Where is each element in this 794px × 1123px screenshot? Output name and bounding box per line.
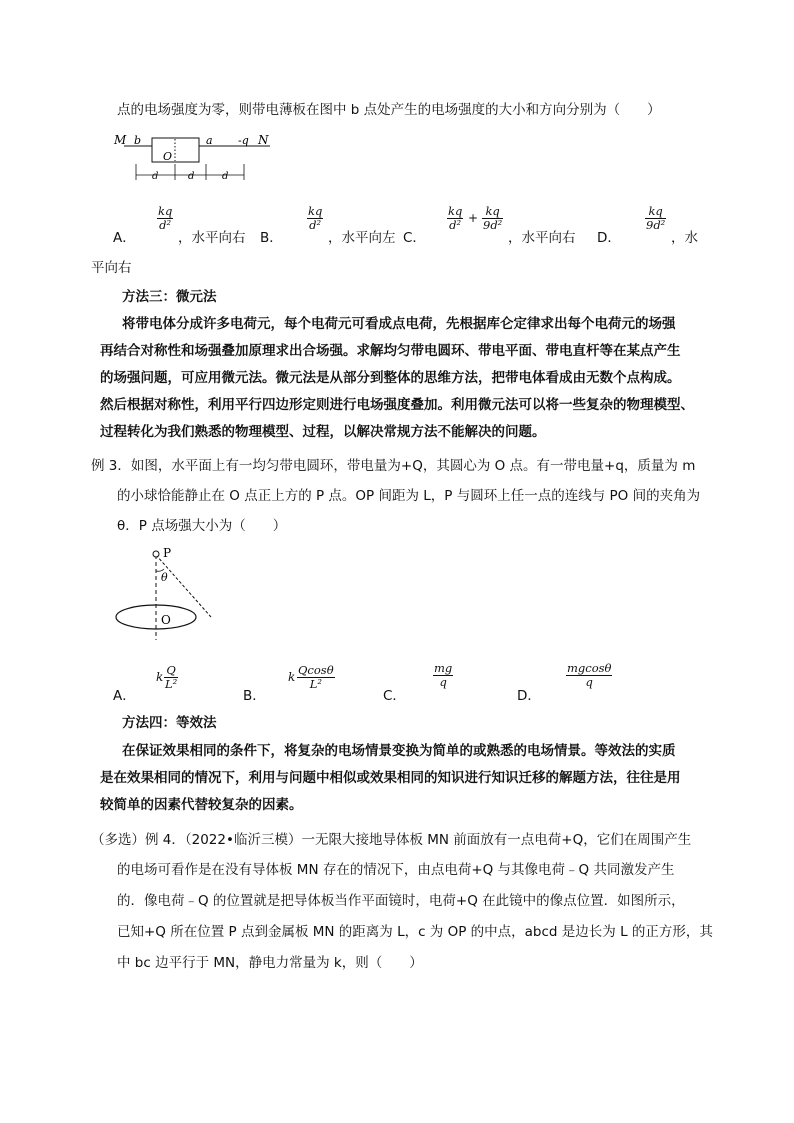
ex3-line-2: 的小球恰能静止在 O 点正上方的 P 点。OP 间距为 L，P 与圆环上任一点的连线与 PO 间的夹角为 <box>117 488 701 504</box>
label-O: O <box>161 613 171 627</box>
option-d-fraction: $\frac{mgcos\theta}{q}$ <box>567 661 612 689</box>
method3-title: 方法三：微元法 <box>122 289 217 305</box>
method4-line-1: 在保证效果相同的条件下，将复杂的电场情景变换为简单的或熟悉的电场情景。等效法的实质 <box>122 743 676 759</box>
option-a-fraction: $\frac{kq}{\text{d²}}$ <box>158 204 173 232</box>
option-c-plus: + <box>468 211 479 225</box>
label-P: P <box>163 546 172 560</box>
label-a: a <box>206 134 213 147</box>
label-neg-q: -q <box>238 134 249 147</box>
label-b: b <box>134 134 142 147</box>
method3-line-1: 将带电体分成许多电荷元，每个电荷元可看成点电荷，先根据库仑定律求出每个电荷元的场强 <box>122 316 676 332</box>
option-c-label[interactable]: C． <box>403 230 426 246</box>
option-c-fraction-1: $\frac{kq}{\text{d²}}$ <box>448 204 463 232</box>
dim-d-1: d <box>152 171 159 182</box>
option-a-text: ，水平向右 <box>178 230 246 246</box>
method3-line-3: 的场强问题，可应用微元法。微元法是从部分到整体的思维方法，把带电体看成由无数个点构成。 <box>100 370 681 386</box>
label-N: N <box>258 133 269 147</box>
option-a-label[interactable]: A． <box>113 688 136 704</box>
ex4-line-2: 的电场可看作是在没有导体板 MN 存在的情况下，由点电荷+Q 与其像电荷﹣Q 共同激发产生 <box>117 862 675 878</box>
ex2-stem-tail: 点的电场强度为零，则带电薄板在图中 b 点处产生的电场强度的大小和方向分别为（ ） <box>117 102 661 118</box>
option-c-fraction: $\frac{mg}{q}$ <box>434 661 453 689</box>
ball-p <box>153 551 159 557</box>
option-d-fraction: $\frac{kq}{\text{9d²}}$ <box>646 204 666 232</box>
option-d-text-wrap: 平向右 <box>91 260 132 276</box>
option-c-fraction-2: $\frac{kq}{\text{9d²}}$ <box>483 204 503 232</box>
option-d-text: ，水 <box>671 230 698 246</box>
label-theta: θ <box>161 571 168 584</box>
method3-line-4: 然后根据对称性，利用平行四边形定则进行电场强度叠加。利用微元法可以将一些复杂的物理模型、 <box>100 397 694 413</box>
label-O: O <box>163 150 173 163</box>
ex3-figure <box>115 545 235 645</box>
option-d-label[interactable]: D． <box>597 230 621 246</box>
option-a-fraction: $\frac{Q}{\text{L²}}$ <box>165 663 178 691</box>
ex3-line-1: 例 3．如图，水平面上有一均匀带电圆环，带电量为+Q，其圆心为 O 点。有一带电量+q，质量为 m <box>91 458 696 474</box>
method3-line-2: 再结合对称性和场强叠加原理求出合场强。求解均匀带电圆环、带电平面、带电直杆等在某点产生 <box>100 343 681 359</box>
ex4-line-1: （多选）例 4．（2022•临沂三模）一无限大接地导体板 MN 前面放有一点电荷+Q，它们在周围产生 <box>91 832 692 848</box>
ex4-line-5: 中 bc 边平行于 MN，静电力常量为 k，则（ ） <box>117 955 423 971</box>
option-b-label[interactable]: B． <box>243 688 266 704</box>
option-b-fraction: $\frac{kq}{\text{d²}}$ <box>308 204 323 232</box>
method4-title: 方法四：等效法 <box>122 715 217 731</box>
dim-d-3: d <box>222 171 229 182</box>
option-d-label[interactable]: D． <box>517 688 541 704</box>
option-a-k: k <box>156 670 164 684</box>
method3-line-5: 过程转化为我们熟悉的物理模型、过程，以解决常规方法不能解决的问题。 <box>100 424 546 440</box>
option-c-label[interactable]: C． <box>383 688 406 704</box>
label-M: M <box>114 133 127 147</box>
dim-d-2: d <box>188 171 195 182</box>
option-a-label[interactable]: A． <box>113 230 136 246</box>
ex4-line-4: 已知+Q 所在位置 P 点到金属板 MN 的距离为 L，c 为 OP 的中点，abcd 是边长为 L 的正方形，其 <box>117 924 713 940</box>
option-b-label[interactable]: B． <box>260 230 283 246</box>
ex2-figure <box>110 130 285 182</box>
option-b-fraction: $\frac{Qcos\theta}{\text{L²}}$ <box>298 663 334 691</box>
option-b-k: k <box>288 670 296 684</box>
option-c-text: ，水平向右 <box>508 230 576 246</box>
ex4-line-3: 的．像电荷﹣Q 的位置就是把导体板当作平面镜时，电荷+Q 在此镜中的像点位置．如图所示， <box>117 893 685 909</box>
ex3-line-3: θ．P 点场强大小为（ ） <box>117 518 287 534</box>
method4-line-3: 较简单的因素代替较复杂的因素。 <box>100 797 303 813</box>
method4-line-2: 是在效果相同的情况下，利用与问题中相似或效果相同的知识进行知识迁移的解题方法，往往是用 <box>100 770 681 786</box>
option-b-text: ，水平向左 <box>328 230 396 246</box>
